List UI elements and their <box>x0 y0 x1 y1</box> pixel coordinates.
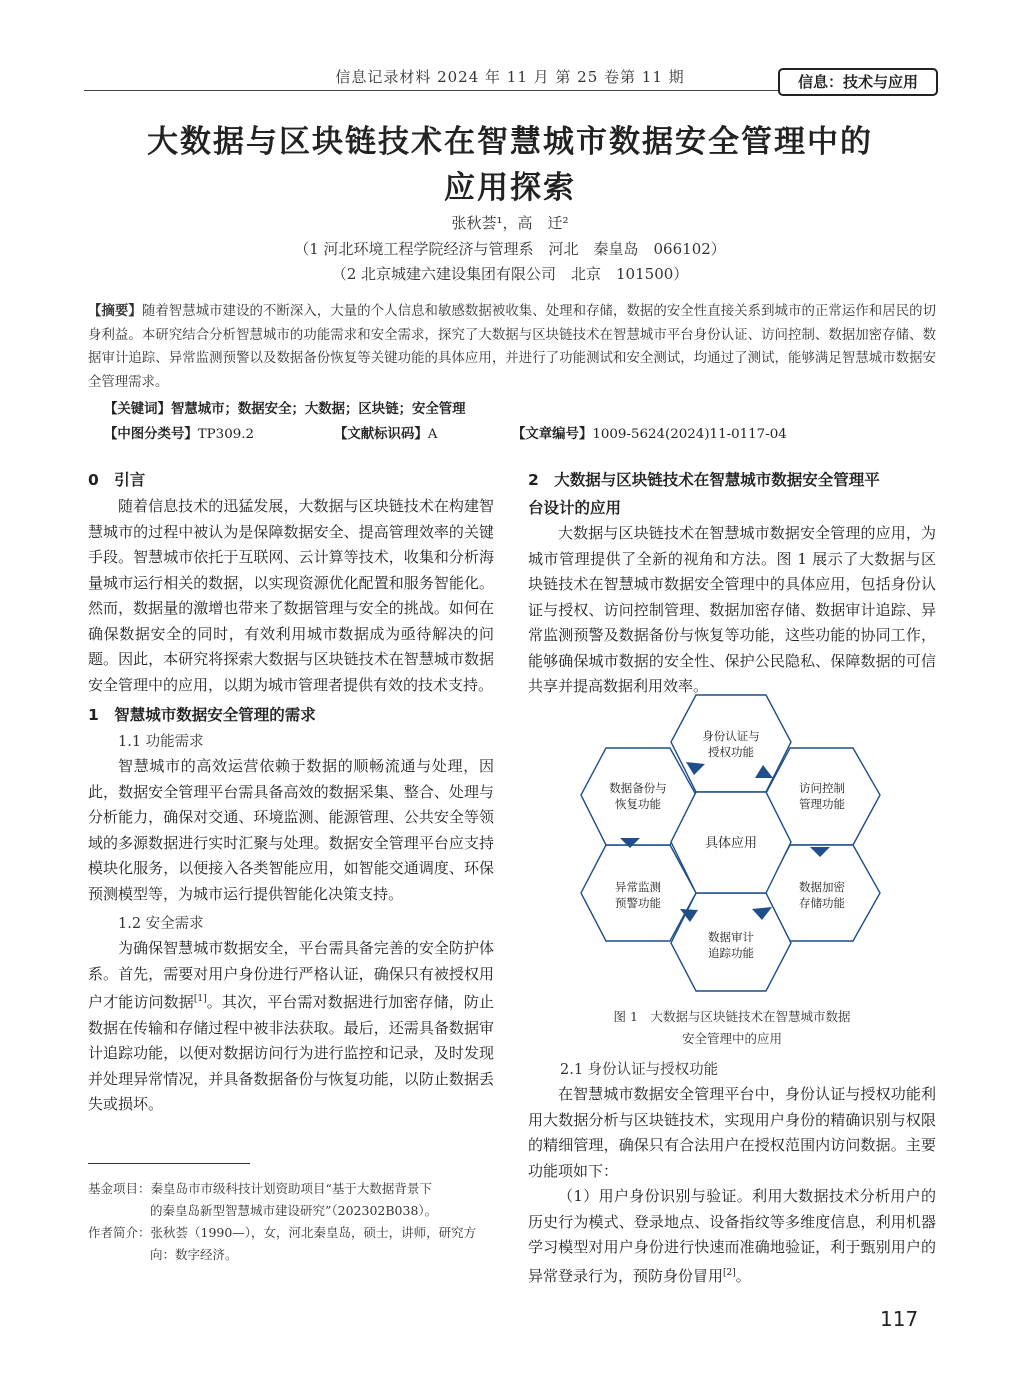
section-0-title: 0 引言 <box>88 471 146 489</box>
author-note-line1: 作者简介：张秋荟（1990—），女，河北秦皇岛，硕士，讲师，研究方 <box>88 1225 477 1240</box>
keywords-label: 【关键词】 <box>104 402 171 417</box>
affiliation-1: （1 河北环境工程学院经济与管理系 河北 秦皇岛 066102） <box>294 240 726 258</box>
paper-title-line2: 应用探索 <box>444 170 576 206</box>
section-1-2-title: 1.2 安全需求 <box>118 916 204 932</box>
article-number <box>512 423 787 442</box>
art-value: 1009-5624(2024)11-0117-04 <box>592 427 787 442</box>
node-encrypt-l2: 存储功能 <box>799 898 845 910</box>
section-2-title-line1: 2 大数据与区块链技术在智慧城市数据安全管理平 <box>528 471 880 489</box>
node-monitor-l1: 异常监测 <box>615 882 661 894</box>
s21-text-a: （1）用户身份识别与验证。利用大数据技术分析用户的历史行为模式、登录地点、设备指纹等多维度信息，利用机器学习模型对用户身份进行快速而准确地验证，利于甄别用户的异常登录行为，预防身份冒用 <box>528 1187 936 1285</box>
figure-1-diagram <box>578 690 884 994</box>
abstract-label: 【摘要】 <box>88 303 142 319</box>
right-column-bottom <box>528 1058 936 1289</box>
doc-value: A <box>427 427 438 442</box>
art-label: 【文章编号】 <box>512 427 593 442</box>
clc-number <box>104 423 254 442</box>
keywords <box>104 398 466 417</box>
right-column-top <box>528 468 936 700</box>
affiliation-2: （2 北京城建六建设集团有限公司 北京 101500） <box>331 265 689 283</box>
s21-text-b: 。 <box>735 1266 751 1285</box>
section-1-title: 1 智慧城市数据安全管理的需求 <box>88 706 316 724</box>
left-column <box>88 468 494 1118</box>
section-2-1-title: 2.1 身份认证与授权功能 <box>560 1062 719 1078</box>
abstract <box>88 300 936 394</box>
node-access-l1: 访问控制 <box>799 783 845 795</box>
caption-line2: 安全管理中的应用 <box>681 1031 782 1046</box>
section-2-title-line2: 台设计的应用 <box>528 499 622 517</box>
node-backup-l2: 恢复功能 <box>615 799 661 811</box>
footnote-rule <box>88 1163 250 1164</box>
section-1-2-paragraph <box>88 936 494 1118</box>
section-2-1-item-1 <box>528 1184 936 1289</box>
node-center: 具体应用 <box>704 835 758 850</box>
paper-title-line1: 大数据与区块链技术在智慧城市数据安全管理中的 <box>147 124 873 160</box>
funding-note-line1: 基金项目：秦皇岛市市级科技计划资助项目“基于大数据背景下 <box>88 1181 432 1196</box>
funding-note-line2: 的秦皇岛新型智慧城市建设研究”（202302B038）。 <box>150 1203 438 1218</box>
figure-1-caption <box>528 1006 936 1050</box>
section-1-1-title: 1.1 功能需求 <box>118 734 204 750</box>
node-encrypt-l1: 数据加密 <box>799 882 845 894</box>
column-badge: 信息：技术与应用 <box>778 68 938 96</box>
clc-value: TP309.2 <box>197 427 255 442</box>
node-access-l2: 管理功能 <box>799 799 845 811</box>
s12-text-b: 。其次，平台需对数据进行加密存储，防止数据在传输和存储过程中被非法获取。最后，还需具备数据审计追踪功能，以便对数据访问行为进行监控和记录，及时发现并处理异常情况，并具备数据备份与恢复功能，以防止数据丢失或损坏。 <box>88 993 494 1113</box>
node-audit-l2: 追踪功能 <box>708 948 754 960</box>
page-number: 117 <box>880 1307 919 1331</box>
section-0-paragraph: 随着信息技术的迅猛发展，大数据与区块链技术在构建智慧城市的过程中被认为是保障数据安全、提高管理效率的关键手段。智慧城市依托于互联网、云计算等技术，收集和分析海量城市运行相关的数据，以实现资源优化配置和服务智能化。然而，数据量的激增也带来了数据管理与安全的挑战。如何在确保数据安全的同时，有效利用城市数据成为亟待解决的问题。因此，本研究将探索大数据与区块链技术在智慧城市数据安全管理中的应用，以期为城市管理者提供有效的技术支持。 <box>88 497 494 694</box>
node-monitor-l2: 预警功能 <box>615 898 661 910</box>
section-2-paragraph: 大数据与区块链技术在智慧城市数据安全管理的应用，为城市管理提供了全新的视角和方法。图 1 展示了大数据与区块链技术在智慧城市数据安全管理中的具体应用，包括身份认证与授权、访问控制管理、数据加密存储、数据审计追踪、异常监测预警及数据备份与恢复等功能，这些功能的协同工作，能够确保城市数据的安全性、保护公民隐私、保障数据的可信共享并提高数据利用效率。 <box>528 524 936 695</box>
section-1-1-paragraph: 智慧城市的高效运营依赖于数据的顺畅流通与处理，因此，数据安全管理平台需具备高效的数据采集、整合、处理与分析能力，确保对交通、环境监测、能源管理、公共安全等领域的多源数据进行实时汇聚与处理。数据安全管理平台应支持模块化服务，以便接入各类智能应用，如智能交通调度、环保预测模型等，为城市运行提供智能化决策支持。 <box>88 757 494 903</box>
journal-header: 信息记录材料 2024 年 11 月 第 25 卷第 11 期 <box>335 68 685 86</box>
citation-2[interactable]: [2] <box>723 1267 736 1278</box>
abstract-text: 随着智慧城市建设的不断深入，大量的个人信息和敏感数据被收集、处理和存储，数据的安全性直接关系到城市的正常运作和居民的切身利益。本研究结合分析智慧城市的功能需求和安全需求，探究了大数据与区块链技术在智慧城市平台身份认证、访问控制、数据加密存储、数据审计追踪、异常监测预警以及数据备份恢复等关键功能的具体应用，并进行了功能测试和安全测试，均通过了测试，能够满足智慧城市数据安全管理需求。 <box>88 304 937 390</box>
node-auth-l2: 授权功能 <box>708 747 754 759</box>
node-audit-l1: 数据审计 <box>708 932 754 944</box>
clc-label: 【中图分类号】 <box>104 427 198 442</box>
footnotes <box>88 1178 500 1266</box>
citation-1[interactable]: [1] <box>193 994 207 1004</box>
node-auth-l1: 身份认证与 <box>702 731 760 743</box>
node-backup-l1: 数据备份与 <box>609 783 667 795</box>
document-code <box>334 423 437 442</box>
section-2-1-paragraph: 在智慧城市数据安全管理平台中，身份认证与授权功能利用大数据分析与区块链技术，实现用户身份的精确识别与权限的精细管理，确保只有合法用户在授权范围内访问数据。主要功能项如下： <box>528 1085 936 1180</box>
authors: 张秋荟¹，高 迁² <box>451 214 569 232</box>
doc-label: 【文献标识码】 <box>334 427 428 442</box>
hex-top <box>671 695 791 792</box>
keywords-text: 智慧城市；数据安全；大数据；区块链；安全管理 <box>170 402 466 417</box>
caption-line1: 图 1 大数据与区块链技术在智慧城市数据 <box>613 1009 851 1024</box>
author-note-line2: 向：数字经济。 <box>150 1247 238 1262</box>
s12-text-a: 为确保智慧城市数据安全，平台需具备完善的安全防护体系。首先，需要对用户身份进行严格认证，确保只有被授权用户才能访问数据 <box>88 939 494 1011</box>
